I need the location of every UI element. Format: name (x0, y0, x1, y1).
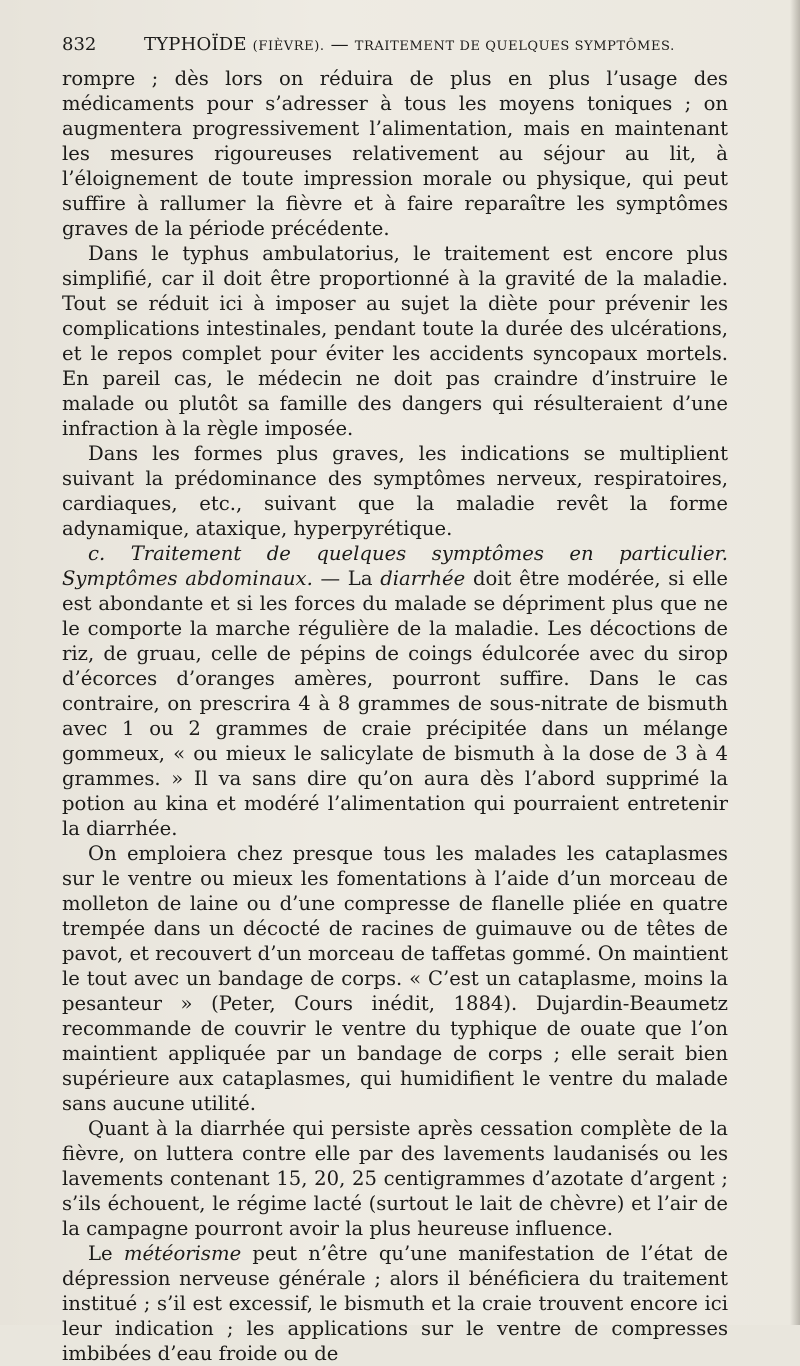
section-heading: c. Traitement de quelques symptômes en particulier. Symptômes abdominaux. (62, 542, 728, 590)
paragraph-3: Dans les formes plus graves, les indications se multiplient suivant la prédominance des symptômes nerveux, respiratoires, cardiaques, etc., suivant que la maladie revêt la forme adynamique, ataxique, hyperpyrétique. (62, 442, 728, 540)
header-dash: — (330, 34, 349, 55)
header-subtitle: (FIÈVRE). (252, 39, 325, 54)
header-title: TYPHOÏDE (144, 34, 247, 55)
term-meteorisme: météorisme (123, 1242, 242, 1265)
paragraph-7 (62, 1241, 728, 1366)
running-title (144, 34, 675, 55)
paragraph-7-start: Le (88, 1242, 124, 1265)
term-diarrhee: diarrhée (380, 567, 466, 590)
body-text (62, 66, 728, 1366)
paragraph-2: Dans le typhus ambulatorius, le traitement est encore plus simplifié, car il doit être proportionné à la gravité de la maladie. Tout se réduit ici à imposer au sujet la diète pour prévenir les complications intestinales, pendant toute la durée des ulcérations, et le repos complet pour éviter les accidents syncopaux mortels. En pareil cas, le médecin ne doit pas craindre d’instruire le malade ou plutôt sa famille des dangers qui résulteraient d’une infraction à la règle imposée. (62, 242, 728, 440)
header-section: TRAITEMENT DE QUELQUES SYMPTÔMES. (354, 39, 675, 54)
paragraph-4-dash: — La (312, 567, 381, 590)
paragraph-1: rompre ; dès lors on réduira de plus en plus l’usage des médicaments pour s’adresser à tous les moyens toniques ; on augmentera progressivement l’alimentation, mais en maintenant les mesures rigoureuses relativement au séjour au lit, à l’éloignement de toute impression morale ou physique, qui peut suffire à rallumer la fièvre et à faire reparaître les symptômes graves de la période précédente. (62, 67, 728, 240)
paragraph-4-text: doit être modérée, si elle est abondante et si les forces du malade se dépriment plus que ne le comporte la marche régulière de la maladie. Les décoctions de riz, de gruau, celle de pépins de coings édulcorée avec du sirop d’écorces d’oranges amères, pourront suffire. Dans le cas contraire, on prescrira 4 à 8 grammes de sous-nitrate de bismuth avec 1 ou 2 grammes de craie précipitée dans un mélange gommeux, « ou mieux le salicylate de bismuth à la dose de 3 à 4 grammes. » Il va sans dire qu’on aura dès l’abord supprimé la potion au kina et modéré l’alimentation qui pourraient entretenir la diarrhée. (62, 567, 728, 840)
page-edge-shadow (790, 0, 800, 1325)
paragraph-4 (62, 541, 728, 841)
paragraph-5: On emploiera chez presque tous les malades les cataplasmes sur le ventre ou mieux les fomentations à l’aide d’un morceau de molleton de laine ou d’une compresse de flanelle pliée en quatre trempée dans un décocté de racines de guimauve ou de têtes de pavot, et recouvert d’un morceau de taffetas gommé. On maintient le tout avec un bandage de corps. « C’est un cataplasme, moins la pesanteur » (Peter, Cours inédit, 1884). Dujardin-Beaumetz recommande de couvrir le ventre du typhique de ouate que l’on maintient appliquée par un bandage de corps ; elle serait bien supérieure aux cataplasmes, qui humidifient le ventre du malade sans aucune utilité. (62, 842, 728, 1115)
paragraph-7-text: peut n’être qu’une manifestation de l’état de dépression nerveuse générale ; alors il bénéficiera du traitement institué ; s’il est excessif, le bismuth et la craie trouvent encore ici leur indication ; les applications sur le ventre de compresses imbibées d’eau froide ou de (62, 1242, 728, 1365)
running-header (62, 34, 732, 60)
paragraph-6: Quant à la diarrhée qui persiste après cessation complète de la fièvre, on luttera contre elle par des lavements laudanisés ou les lavements contenant 15, 20, 25 centigrammes d’azotate d’argent ; s’ils échouent, le régime lacté (surtout le lait de chèvre) et l’air de la campagne pourront avoir la plus heureuse influence. (62, 1117, 728, 1240)
page-number: 832 (62, 34, 97, 55)
